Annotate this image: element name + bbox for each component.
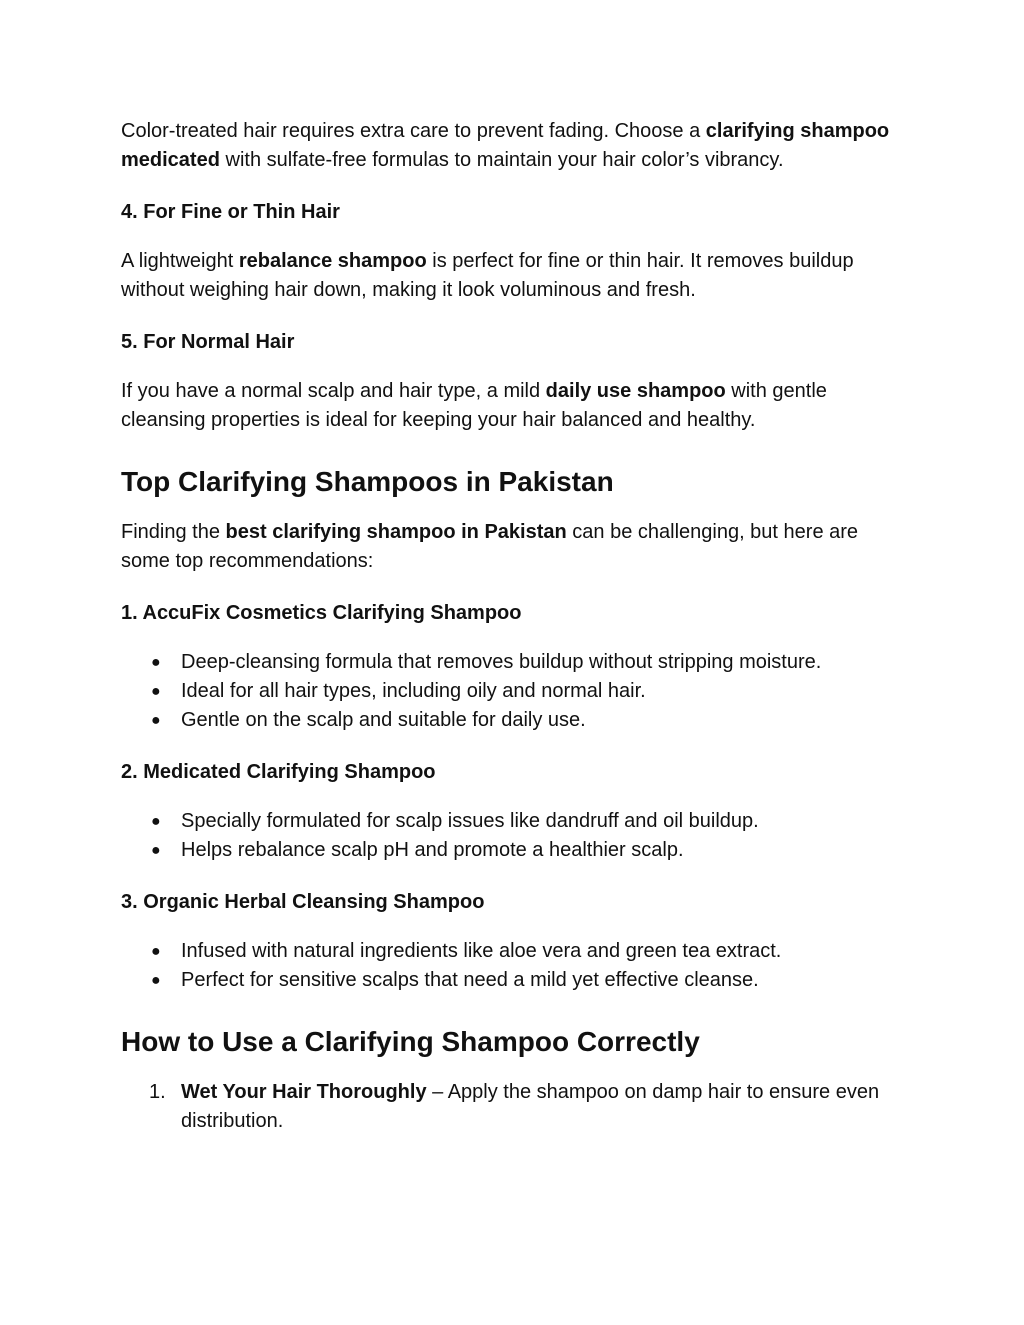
intro-text-bold: clarifying shampoo medicated bbox=[121, 120, 890, 171]
product-bullet-list bbox=[121, 648, 911, 735]
normal-hair-heading: 5. For Normal Hair bbox=[121, 331, 295, 353]
step-item bbox=[121, 1078, 911, 1136]
document-page bbox=[121, 117, 911, 1136]
list-item-text: Deep-cleansing formula that removes buildup without stripping moisture. bbox=[181, 651, 822, 673]
top-intro-text-pre: Finding the bbox=[121, 521, 226, 543]
list-item-text: Infused with natural ingredients like aloe vera and green tea extract. bbox=[181, 940, 782, 962]
fine-hair-text-post: is perfect for fine or thin hair. It removes buildup without weighing hair down, making it look voluminous and fresh. bbox=[121, 250, 854, 301]
top-intro-text-post: can be challenging, but here are some top recommendations: bbox=[121, 521, 859, 572]
fine-hair-heading: 4. For Fine or Thin Hair bbox=[121, 201, 340, 223]
list-item bbox=[121, 706, 911, 735]
product-heading: 1. AccuFix Cosmetics Clarifying Shampoo bbox=[121, 602, 522, 624]
top-intro-text-bold: best clarifying shampoo in Pakistan bbox=[225, 521, 567, 543]
fine-hair-text-pre: A lightweight bbox=[121, 250, 239, 272]
how-to-steps bbox=[121, 1078, 911, 1136]
list-item-text: Helps rebalance scalp pH and promote a healthier scalp. bbox=[181, 839, 684, 861]
normal-hair-text-bold: daily use shampoo bbox=[545, 380, 726, 402]
list-item bbox=[121, 966, 911, 995]
bullet-icon: ● bbox=[151, 842, 161, 859]
list-item bbox=[121, 937, 911, 966]
product-heading: 3. Organic Herbal Cleansing Shampoo bbox=[121, 891, 485, 913]
product-heading: 2. Medicated Clarifying Shampoo bbox=[121, 761, 436, 783]
step-title: Wet Your Hair Thoroughly bbox=[181, 1081, 427, 1103]
intro-text-pre: Color-treated hair requires extra care to prevent fading. Choose a bbox=[121, 120, 706, 142]
list-item-text: Perfect for sensitive scalps that need a mild yet effective cleanse. bbox=[181, 969, 759, 991]
list-item-text: Ideal for all hair types, including oily and normal hair. bbox=[181, 680, 646, 702]
bullet-icon: ● bbox=[151, 654, 161, 671]
list-item-text: Specially formulated for scalp issues like dandruff and oil buildup. bbox=[181, 810, 759, 832]
normal-hair-paragraph bbox=[121, 377, 911, 435]
product-bullet-list bbox=[121, 807, 911, 865]
top-shampoos-heading: Top Clarifying Shampoos in Pakistan bbox=[121, 466, 614, 497]
list-item bbox=[121, 648, 911, 677]
step-text: – Apply the shampoo on damp hair to ensure even distribution. bbox=[181, 1081, 880, 1132]
how-to-heading: How to Use a Clarifying Shampoo Correctly bbox=[121, 1026, 700, 1057]
top-shampoos-intro bbox=[121, 518, 911, 576]
list-item bbox=[121, 836, 911, 865]
intro-text-post: with sulfate-free formulas to maintain your hair color’s vibrancy. bbox=[219, 149, 784, 171]
product-bullet-list bbox=[121, 937, 911, 995]
list-item bbox=[121, 677, 911, 706]
normal-hair-text-post: with gentle cleansing properties is ideal for keeping your hair balanced and healthy. bbox=[121, 380, 827, 431]
list-item-text: Gentle on the scalp and suitable for daily use. bbox=[181, 709, 586, 731]
normal-hair-text-pre: If you have a normal scalp and hair type, a mild bbox=[121, 380, 546, 402]
bullet-icon: ● bbox=[151, 972, 161, 989]
fine-hair-paragraph bbox=[121, 247, 911, 305]
intro-paragraph bbox=[121, 117, 911, 175]
list-item bbox=[121, 807, 911, 836]
bullet-icon: ● bbox=[151, 813, 161, 830]
bullet-icon: ● bbox=[151, 712, 161, 729]
bullet-icon: ● bbox=[151, 943, 161, 960]
fine-hair-text-bold: rebalance shampoo bbox=[238, 250, 427, 272]
step-number: 1. bbox=[149, 1081, 166, 1103]
bullet-icon: ● bbox=[151, 683, 161, 700]
